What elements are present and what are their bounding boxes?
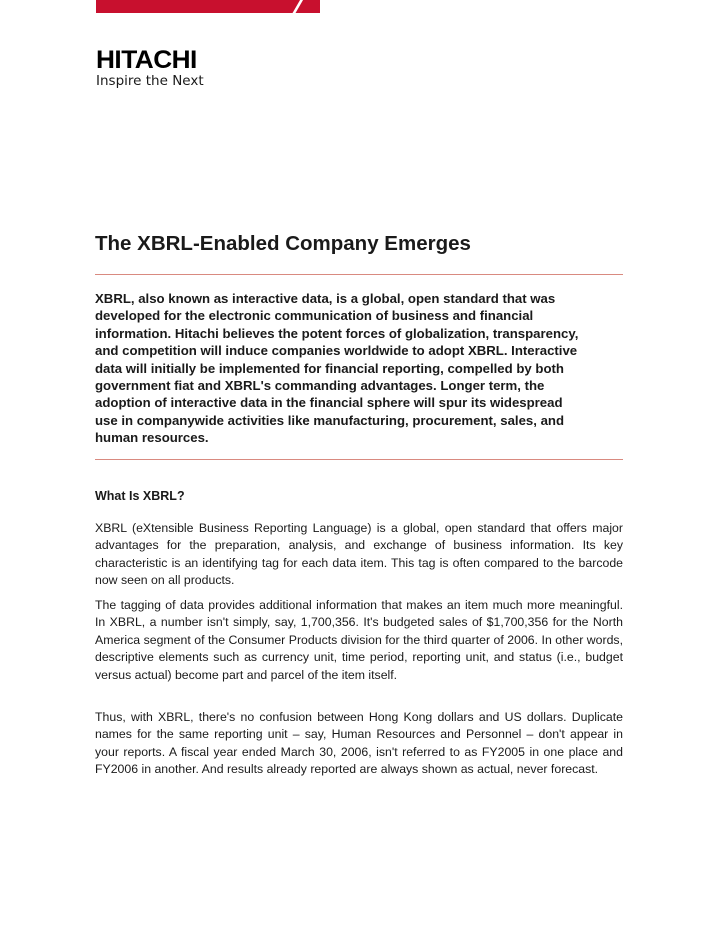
logo-tagline-text: Inspire the Next xyxy=(96,73,204,89)
document-title: The XBRL-Enabled Company Emerges xyxy=(95,232,471,255)
logo-wordmark: HITACHI xyxy=(96,46,197,74)
logo-tagline xyxy=(96,73,236,90)
brand-bar-slash xyxy=(291,0,304,16)
body-paragraph: Thus, with XBRL, there's no confusion between Hong Kong dollars and US dollars. Duplicate names for the same reporting unit – say, Human Resources and Personnel – don't appear in your reports. A fiscal year ended March 30, 2006, isn't referred to as FY2005 in one place and FY2006 in another. And results already reported are always shown as actual, never forecast. xyxy=(95,710,623,777)
abstract-divider xyxy=(95,459,623,460)
title-divider xyxy=(95,274,623,275)
body-paragraph: XBRL (eXtensible Business Reporting Language) is a global, open standard that offers major advantages for the preparation, analysis, and exchange of business information. Its key characteristic is an identifying tag for each data item. This tag is often compared to the barcode now seen on all products. xyxy=(95,521,623,588)
section-heading: What Is XBRL? xyxy=(95,489,185,503)
brand-color-bar xyxy=(96,0,320,13)
hitachi-logo xyxy=(96,48,236,90)
abstract-text: XBRL, also known as interactive data, is a global, open standard that was developed for the electronic communication of business and financial information. Hitachi believes the potent forces of globalization, transparency, and competition will induce companies worldwide to adopt XBRL. Interactive data will initially be implemented for financial reporting, compelled by both government fiat and XBRL's commanding advantages. Longer term, the adoption of interactive data in the financial sphere will spur its widespread use in companywide activities like manufacturing, procurement, sales, and human resources. xyxy=(95,291,579,446)
body-paragraph: The tagging of data provides additional information that makes an item much more meaningful. In XBRL, a number isn't simply, say, 1,700,356. It's budgeted sales of $1,700,356 for the North America segment of the Consumer Products division for the third quarter of 2006. In other words, descriptive elements such as currency unit, time period, reporting unit, and status (i.e., budget versus actual) become part and parcel of the item itself. xyxy=(95,598,623,682)
